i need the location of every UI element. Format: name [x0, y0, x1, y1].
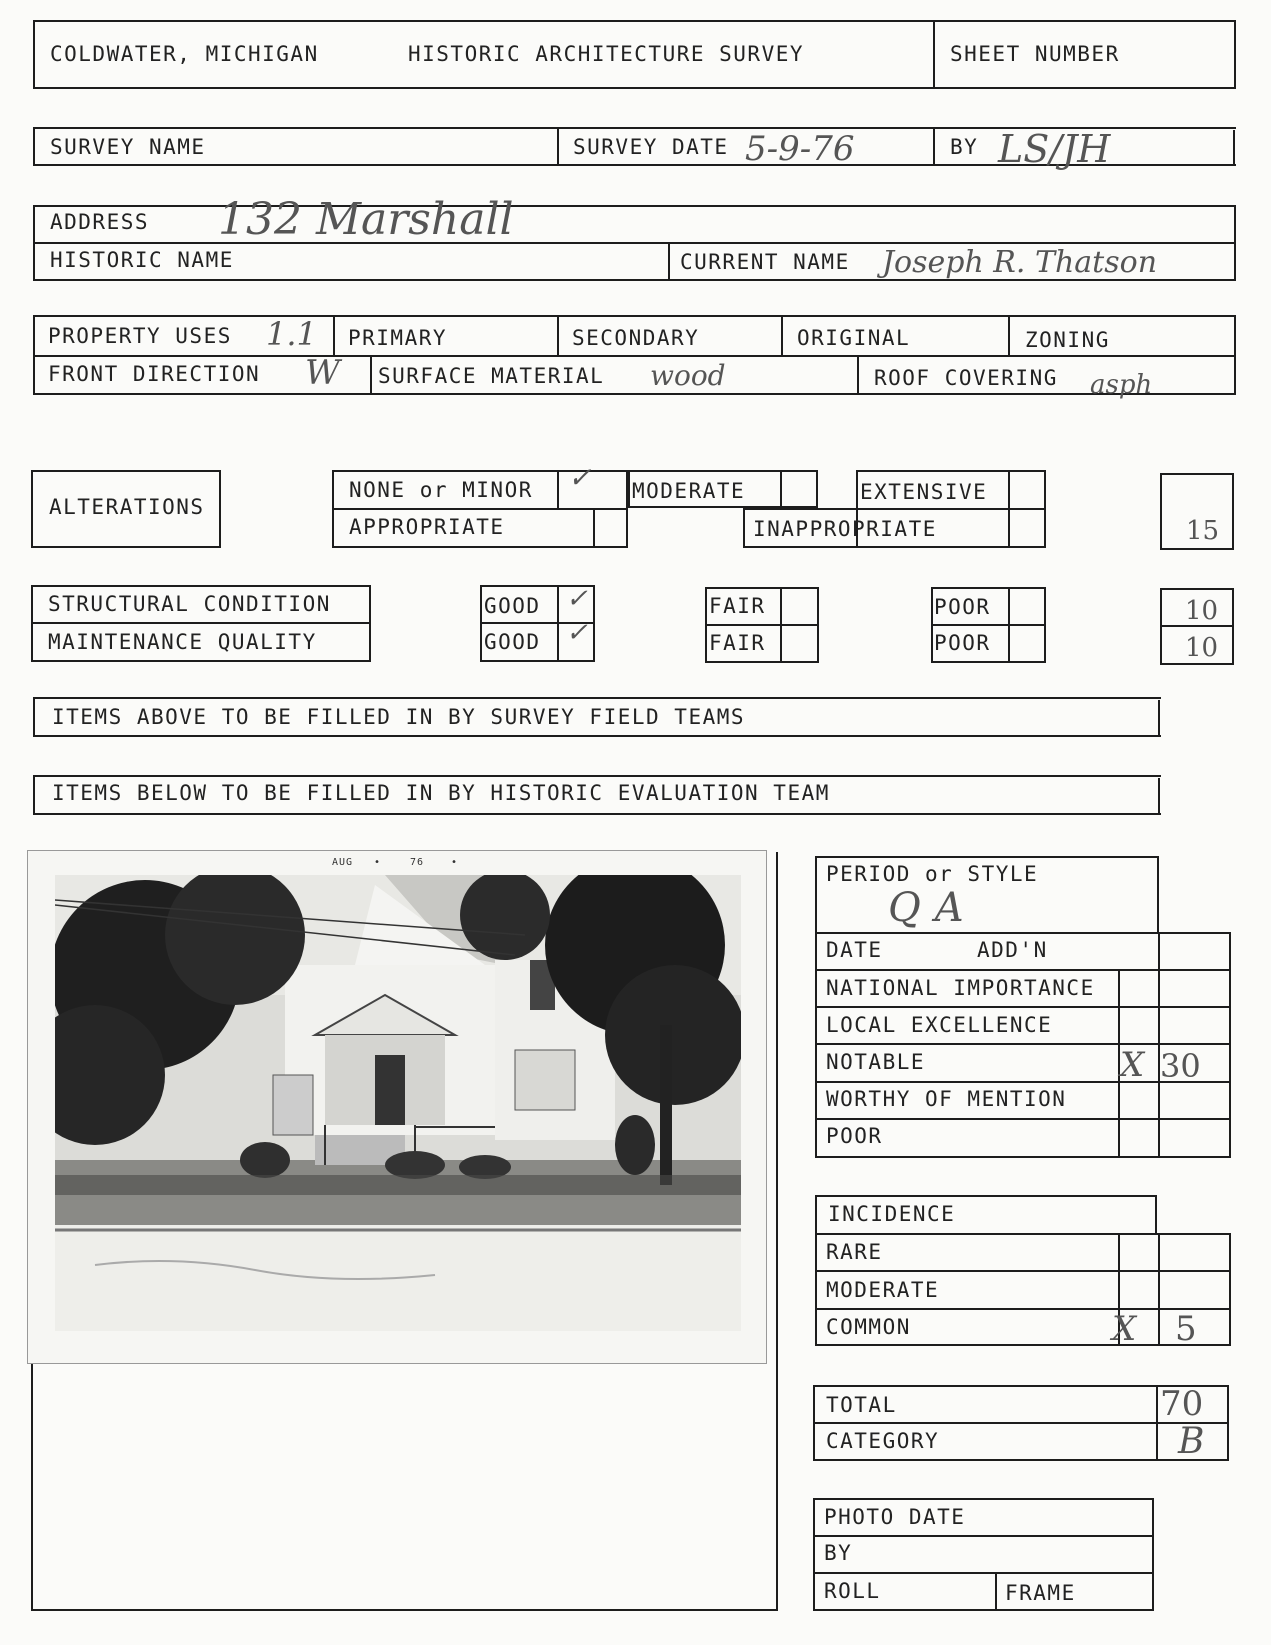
- period-style-value: QA: [888, 885, 978, 931]
- inappropriate-bottom: [743, 546, 856, 548]
- photo-stamp-dot-1: •: [374, 857, 382, 868]
- property-uses-value: 1.1: [266, 315, 317, 353]
- fair-check-col: [780, 587, 782, 663]
- incidence-label: INCIDENCE: [828, 1202, 956, 1226]
- inappropriate-label: INAPPROPRIATE: [753, 517, 937, 541]
- house-image: [55, 875, 741, 1331]
- structural-good-mark: ✓: [566, 584, 588, 614]
- extensive-check-col: [1008, 470, 1010, 548]
- primary-label: PRIMARY: [348, 326, 448, 350]
- maintenance-good-mark: ✓: [566, 618, 588, 648]
- evaluation-team-bar-end: [1158, 778, 1160, 815]
- condition-score-right: [1232, 588, 1234, 663]
- property-vdiv-1: [333, 315, 335, 355]
- incidence-row-line-2: [815, 1308, 1231, 1310]
- field-teams-note: ITEMS ABOVE TO BE FILLED IN BY SURVEY FIELD TEAMS: [52, 705, 746, 729]
- local-excellence-label: LOCAL EXCELLENCE: [826, 1013, 1053, 1037]
- moderate-check-col: [780, 470, 782, 508]
- condition-score-bottom: [1160, 663, 1234, 665]
- front-direction-value: W: [305, 353, 340, 393]
- condition-label-divider: [31, 622, 371, 624]
- survey-row-right-edge: [1233, 130, 1235, 166]
- common-label: COMMON: [826, 1315, 911, 1339]
- eval-row-line-2: [815, 1006, 1231, 1008]
- good-label-maintenance: GOOD: [484, 630, 541, 654]
- maintenance-score: 10: [1185, 633, 1219, 663]
- eval-score-col: [1158, 932, 1160, 1158]
- alterations-label: ALTERATIONS: [49, 495, 205, 519]
- survey-date-value: 5-9-76: [745, 129, 855, 169]
- survey-row-divider-1: [557, 127, 559, 166]
- property-vdiv-4: [1008, 315, 1010, 355]
- condition-score-top: [1160, 588, 1234, 590]
- none-minor-divider: [332, 508, 628, 510]
- photo-date-label: PHOTO DATE: [824, 1505, 966, 1529]
- common-mark: X: [1112, 1309, 1137, 1349]
- moderate-label: MODERATE: [632, 479, 746, 503]
- category-label: CATEGORY: [826, 1429, 940, 1453]
- fair-label-structural: FAIR: [709, 594, 766, 618]
- property-vdiv-2: [557, 315, 559, 355]
- poor-label-structural: POOR: [934, 595, 991, 619]
- current-name-value: Joseph R. Thatson: [882, 245, 1158, 280]
- address-label: ADDRESS: [50, 210, 150, 234]
- photo-info-divider-2: [813, 1572, 1154, 1574]
- condition-score-left: [1160, 588, 1162, 663]
- eval-date-label: DATE: [826, 938, 883, 962]
- alterations-score-top: [1160, 473, 1234, 475]
- incidence-moderate-label: MODERATE: [826, 1278, 940, 1302]
- roll-label: ROLL: [824, 1579, 881, 1603]
- poor-check-col: [1008, 587, 1010, 663]
- notable-score: 30: [1160, 1047, 1201, 1085]
- maintenance-quality-label: MAINTENANCE QUALITY: [48, 630, 317, 654]
- survey-title: HISTORIC ARCHITECTURE SURVEY: [408, 42, 805, 66]
- eval-addn-label: ADD'N: [977, 938, 1048, 962]
- house-photo: [27, 850, 767, 1364]
- common-score: 5: [1175, 1309, 1197, 1349]
- city-title: COLDWATER, MICHIGAN: [50, 42, 319, 66]
- good-check-col: [557, 585, 559, 662]
- current-name-label: CURRENT NAME: [680, 250, 850, 274]
- survey-name-label: SURVEY NAME: [50, 135, 206, 159]
- historic-name-label: HISTORIC NAME: [50, 248, 234, 272]
- alterations-score: 15: [1186, 516, 1220, 546]
- poor-divider: [931, 624, 1046, 626]
- roll-frame-divider: [995, 1572, 997, 1611]
- property-vdiv-3: [781, 315, 783, 355]
- surface-material-label: SURFACE MATERIAL: [378, 364, 605, 388]
- total-label: TOTAL: [826, 1393, 897, 1417]
- eval-row-line-5: [815, 1118, 1231, 1120]
- survey-by-label: BY: [950, 135, 979, 159]
- rare-label: RARE: [826, 1240, 883, 1264]
- inappropriate-left: [743, 508, 745, 548]
- category-value: B: [1178, 1421, 1205, 1462]
- notable-label: NOTABLE: [826, 1050, 926, 1074]
- property-vdiv-6: [857, 355, 859, 395]
- incidence-row-line-1: [815, 1270, 1231, 1272]
- fair-divider: [705, 624, 819, 626]
- survey-date-label: SURVEY DATE: [573, 135, 729, 159]
- fair-label-maintenance: FAIR: [709, 631, 766, 655]
- structural-condition-label: STRUCTURAL CONDITION: [48, 592, 331, 616]
- surface-material-value: wood: [650, 359, 726, 392]
- original-label: ORIGINAL: [797, 326, 911, 350]
- photo-info-divider-1: [813, 1535, 1154, 1537]
- frame-label: FRAME: [1005, 1581, 1076, 1605]
- front-direction-label: FRONT DIRECTION: [48, 362, 261, 386]
- none-minor-label: NONE or MINOR: [349, 478, 533, 502]
- current-name-divider: [668, 242, 670, 281]
- alterations-score-bottom: [1160, 548, 1234, 550]
- zoning-label: ZONING: [1025, 328, 1110, 352]
- photo-stamp-month: AUG: [332, 857, 354, 868]
- address-value: 132 Marshall: [218, 194, 514, 245]
- notable-mark: X: [1120, 1045, 1145, 1085]
- none-minor-check-col: [557, 470, 559, 508]
- property-vdiv-5: [370, 355, 372, 395]
- survey-by-value: LS/JH: [998, 127, 1111, 171]
- sheet-number-label: SHEET NUMBER: [950, 42, 1120, 66]
- period-style-label: PERIOD or STYLE: [826, 862, 1039, 886]
- roof-covering-label: ROOF COVERING: [874, 366, 1058, 390]
- evaluation-team-note: ITEMS BELOW TO BE FILLED IN BY HISTORIC EVALUATION TEAM: [52, 781, 830, 805]
- national-importance-label: NATIONAL IMPORTANCE: [826, 976, 1095, 1000]
- property-uses-label: PROPERTY USES: [48, 324, 232, 348]
- total-value: 70: [1160, 1384, 1204, 1424]
- poor-label-maintenance: POOR: [934, 631, 991, 655]
- structural-score: 10: [1185, 596, 1219, 626]
- worthy-of-mention-label: WORTHY OF MENTION: [826, 1087, 1067, 1111]
- header-divider: [933, 20, 935, 89]
- totals-value-col: [1156, 1385, 1158, 1461]
- secondary-label: SECONDARY: [572, 326, 700, 350]
- photo-by-label: BY: [824, 1541, 853, 1565]
- address-divider: [33, 242, 1236, 244]
- appropriate-check-col: [593, 508, 595, 548]
- appropriate-label: APPROPRIATE: [349, 515, 505, 539]
- eval-row-line-1: [815, 969, 1231, 971]
- none-minor-mark: ✓: [568, 461, 592, 494]
- extensive-divider: [743, 508, 1046, 510]
- incidence-score-col: [1158, 1233, 1160, 1346]
- eval-row-line-3: [815, 1043, 1231, 1045]
- good-label-structural: GOOD: [484, 594, 541, 618]
- extensive-label: EXTENSIVE: [860, 480, 988, 504]
- field-teams-bar-end: [1158, 700, 1160, 737]
- eval-poor-label: POOR: [826, 1124, 883, 1148]
- photo-stamp-year: 76: [410, 857, 425, 868]
- photo-stamp-dot-2: •: [451, 857, 459, 868]
- survey-row-divider-2: [933, 127, 935, 166]
- property-divider: [33, 355, 1236, 357]
- roof-covering-value: asph: [1090, 370, 1153, 400]
